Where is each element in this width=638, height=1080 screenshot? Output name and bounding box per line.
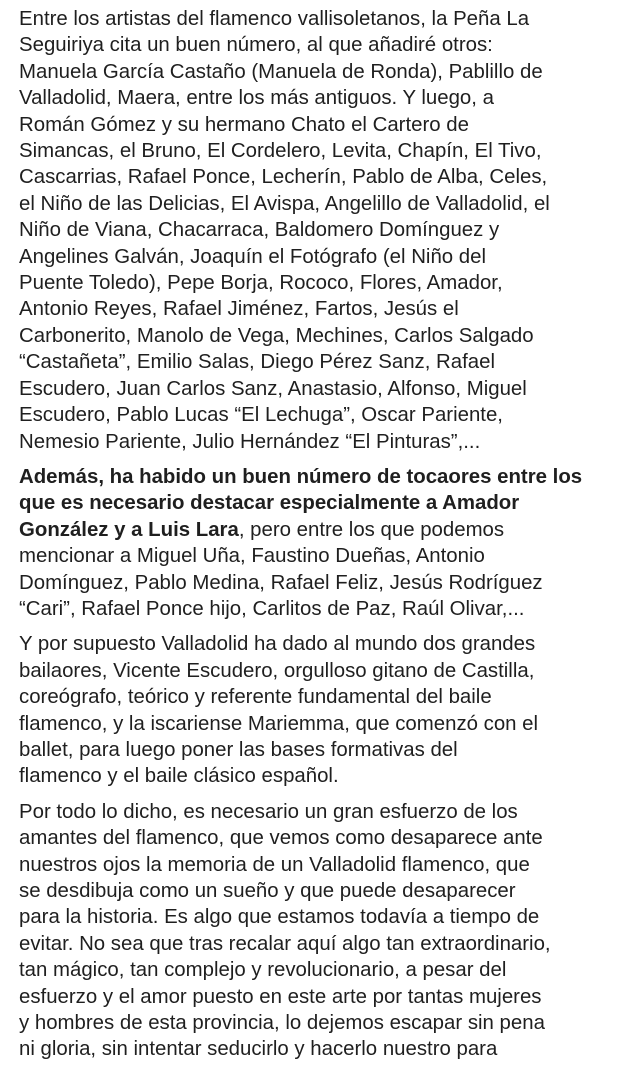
article-body xyxy=(19,6,633,1063)
text-line: “Castañeta”, Emilio Salas, Diego Pérez Sanz, Rafael xyxy=(19,351,496,374)
text-line-bold xyxy=(19,490,633,516)
text-line: Por todo lo dicho, es necesario un gran esfuerzo de los xyxy=(19,800,518,823)
text-line: el Niño de las Delicias, El Avispa, Angelillo de Valladolid, el xyxy=(19,192,550,215)
text-line-bold xyxy=(19,464,633,490)
bold-text: que es necesario destacar especialmente a Amador xyxy=(19,492,520,515)
paragraph-conclusion xyxy=(19,799,633,1063)
paragraph-bailaores xyxy=(19,631,633,789)
text-line: Niño de Viana, Chacarraca, Baldomero Domínguez y xyxy=(19,219,500,242)
text-line: para la historia. Es algo que estamos todavía a tiempo de xyxy=(19,906,540,929)
text-line: evitar. No sea que tras recalar aquí algo tan extraordinario, xyxy=(19,932,551,955)
text-line: Seguiriya cita un buen número, al que añadiré otros: xyxy=(19,34,493,57)
text-line: Domínguez, Pablo Medina, Rafael Feliz, Jesús Rodríguez xyxy=(19,571,543,594)
text-line: “Cari”, Rafael Ponce hijo, Carlitos de Paz, Raúl Olivar,... xyxy=(19,597,525,620)
text-line: Y por supuesto Valladolid ha dado al mundo dos grandes xyxy=(19,633,536,656)
text-line: bailaores, Vicente Escudero, orgulloso gitano de Castilla, xyxy=(19,659,535,682)
text-line: Manuela García Castaño (Manuela de Ronda), Pablillo de xyxy=(19,60,543,83)
text-line: ni gloria, sin intentar seducirlo y hacerlo nuestro para xyxy=(19,1038,498,1061)
text-line: Angelines Galván, Joaquín el Fotógrafo (el Niño del xyxy=(19,245,487,268)
text-line: amantes del flamenco, que vemos como desaparece ante xyxy=(19,827,543,850)
text-line: flamenco y el baile clásico español. xyxy=(19,765,339,788)
text-line: Simancas, el Bruno, El Cordelero, Levita, Chapín, El Tivo, xyxy=(19,140,542,163)
text-line: Escudero, Juan Carlos Sanz, Anastasio, Alfonso, Miguel xyxy=(19,377,527,400)
text-line: Puente Toledo), Pepe Borja, Rococo, Flores, Amador, xyxy=(19,272,503,295)
regular-text: , pero entre los que podemos xyxy=(238,518,505,541)
paragraph-cantaores xyxy=(19,6,633,455)
text-line: coreógrafo, teórico y referente fundamental del baile xyxy=(19,686,492,709)
text-line-mixed xyxy=(19,517,633,543)
text-line: ballet, para luego poner las bases formativas del xyxy=(19,738,458,761)
text-line: Cascarrias, Rafael Ponce, Lecherín, Pablo de Alba, Celes, xyxy=(19,166,548,189)
text-line: mencionar a Miguel Uña, Faustino Dueñas, Antonio xyxy=(19,545,485,568)
text-line: se desdibuja como un sueño y que puede desaparecer xyxy=(19,880,516,902)
paragraph-tocaores xyxy=(19,464,633,622)
text-line: Escudero, Pablo Lucas “El Lechuga”, Oscar Pariente, xyxy=(19,404,503,427)
text-line: esfuerzo y el amor puesto en este arte por tantas mujeres xyxy=(19,985,542,1008)
text-line: nuestros ojos la memoria de un Valladolid flamenco, que xyxy=(19,853,530,876)
text-line: Valladolid, Maera, entre los más antiguos. Y luego, a xyxy=(19,87,494,110)
text-line: Román Gómez y su hermano Chato el Cartero de xyxy=(19,113,469,136)
bold-text: González y a Luis Lara xyxy=(19,518,239,541)
text-line: flamenco, y la iscariense Mariemma, que comenzó con el xyxy=(19,712,539,735)
bold-text: Además, ha habido un buen número de tocaores entre los xyxy=(19,465,583,488)
text-line: Carbonerito, Manolo de Vega, Mechines, Carlos Salgado xyxy=(19,324,534,347)
text-line: Nemesio Pariente, Julio Hernández “El Pinturas”,... xyxy=(19,430,481,453)
text-line: tan mágico, tan complejo y revolucionario, a pesar del xyxy=(19,959,507,982)
text-line: Entre los artistas del flamenco vallisoletanos, la Peña La xyxy=(19,8,530,30)
text-line: y hombres de esta provincia, lo dejemos escapar sin pena xyxy=(19,1012,545,1035)
text-line: Antonio Reyes, Rafael Jiménez, Fartos, Jesús el xyxy=(19,298,459,321)
